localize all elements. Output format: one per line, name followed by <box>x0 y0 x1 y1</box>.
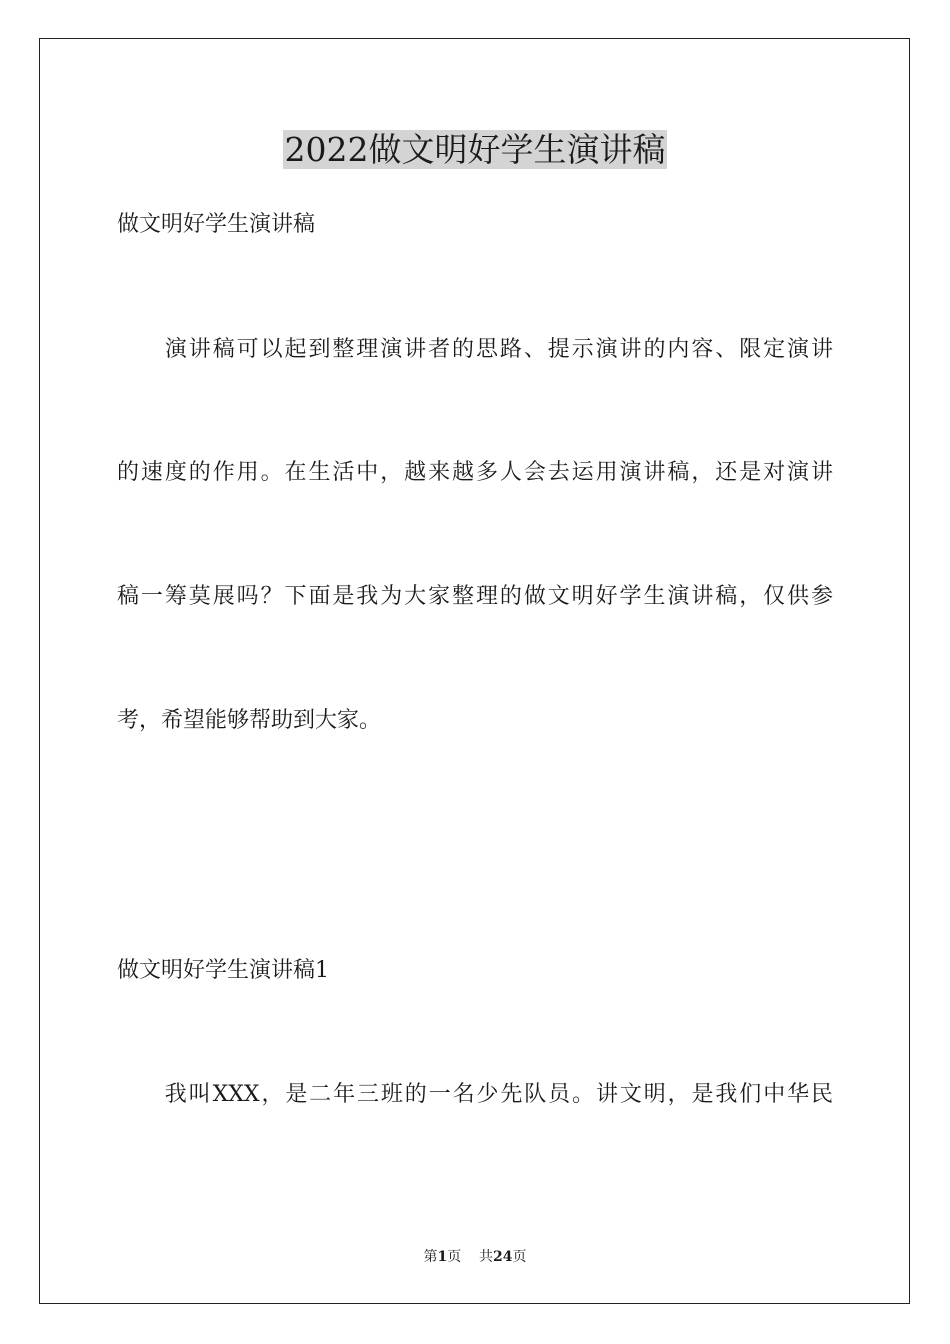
paragraph-line: 稿一筹莫展吗？下面是我为大家整理的做文明好学生演讲稿，仅供参 <box>117 584 833 609</box>
paragraph-line: 的速度的作用。在生活中，越来越多人会去运用演讲稿，还是对演讲 <box>117 460 833 485</box>
page-footer <box>0 1247 950 1267</box>
paragraph-line: 演讲稿可以起到整理演讲者的思路、提示演讲的内容、限定演讲 <box>117 337 833 362</box>
paragraph-line: 考，希望能够帮助到大家。 <box>117 708 382 733</box>
document-subtitle: 做文明好学生演讲稿 <box>117 212 316 237</box>
section-heading: 做文明好学生演讲稿1 <box>117 958 329 983</box>
document-title-text: 2022做文明好学生演讲稿 <box>284 130 666 169</box>
footer-page-prefix: 第 <box>423 1249 438 1265</box>
footer-total-pages: 24 <box>493 1249 513 1265</box>
document-title <box>0 128 950 172</box>
footer-page-number: 1 <box>437 1249 448 1265</box>
footer-total-prefix: 共 <box>479 1249 494 1265</box>
footer-total-suffix: 页 <box>512 1249 527 1265</box>
footer-page-suffix: 页 <box>447 1249 462 1265</box>
paragraph-line: 我叫XXX，是二年三班的一名少先队员。讲文明，是我们中华民 <box>117 1082 833 1107</box>
